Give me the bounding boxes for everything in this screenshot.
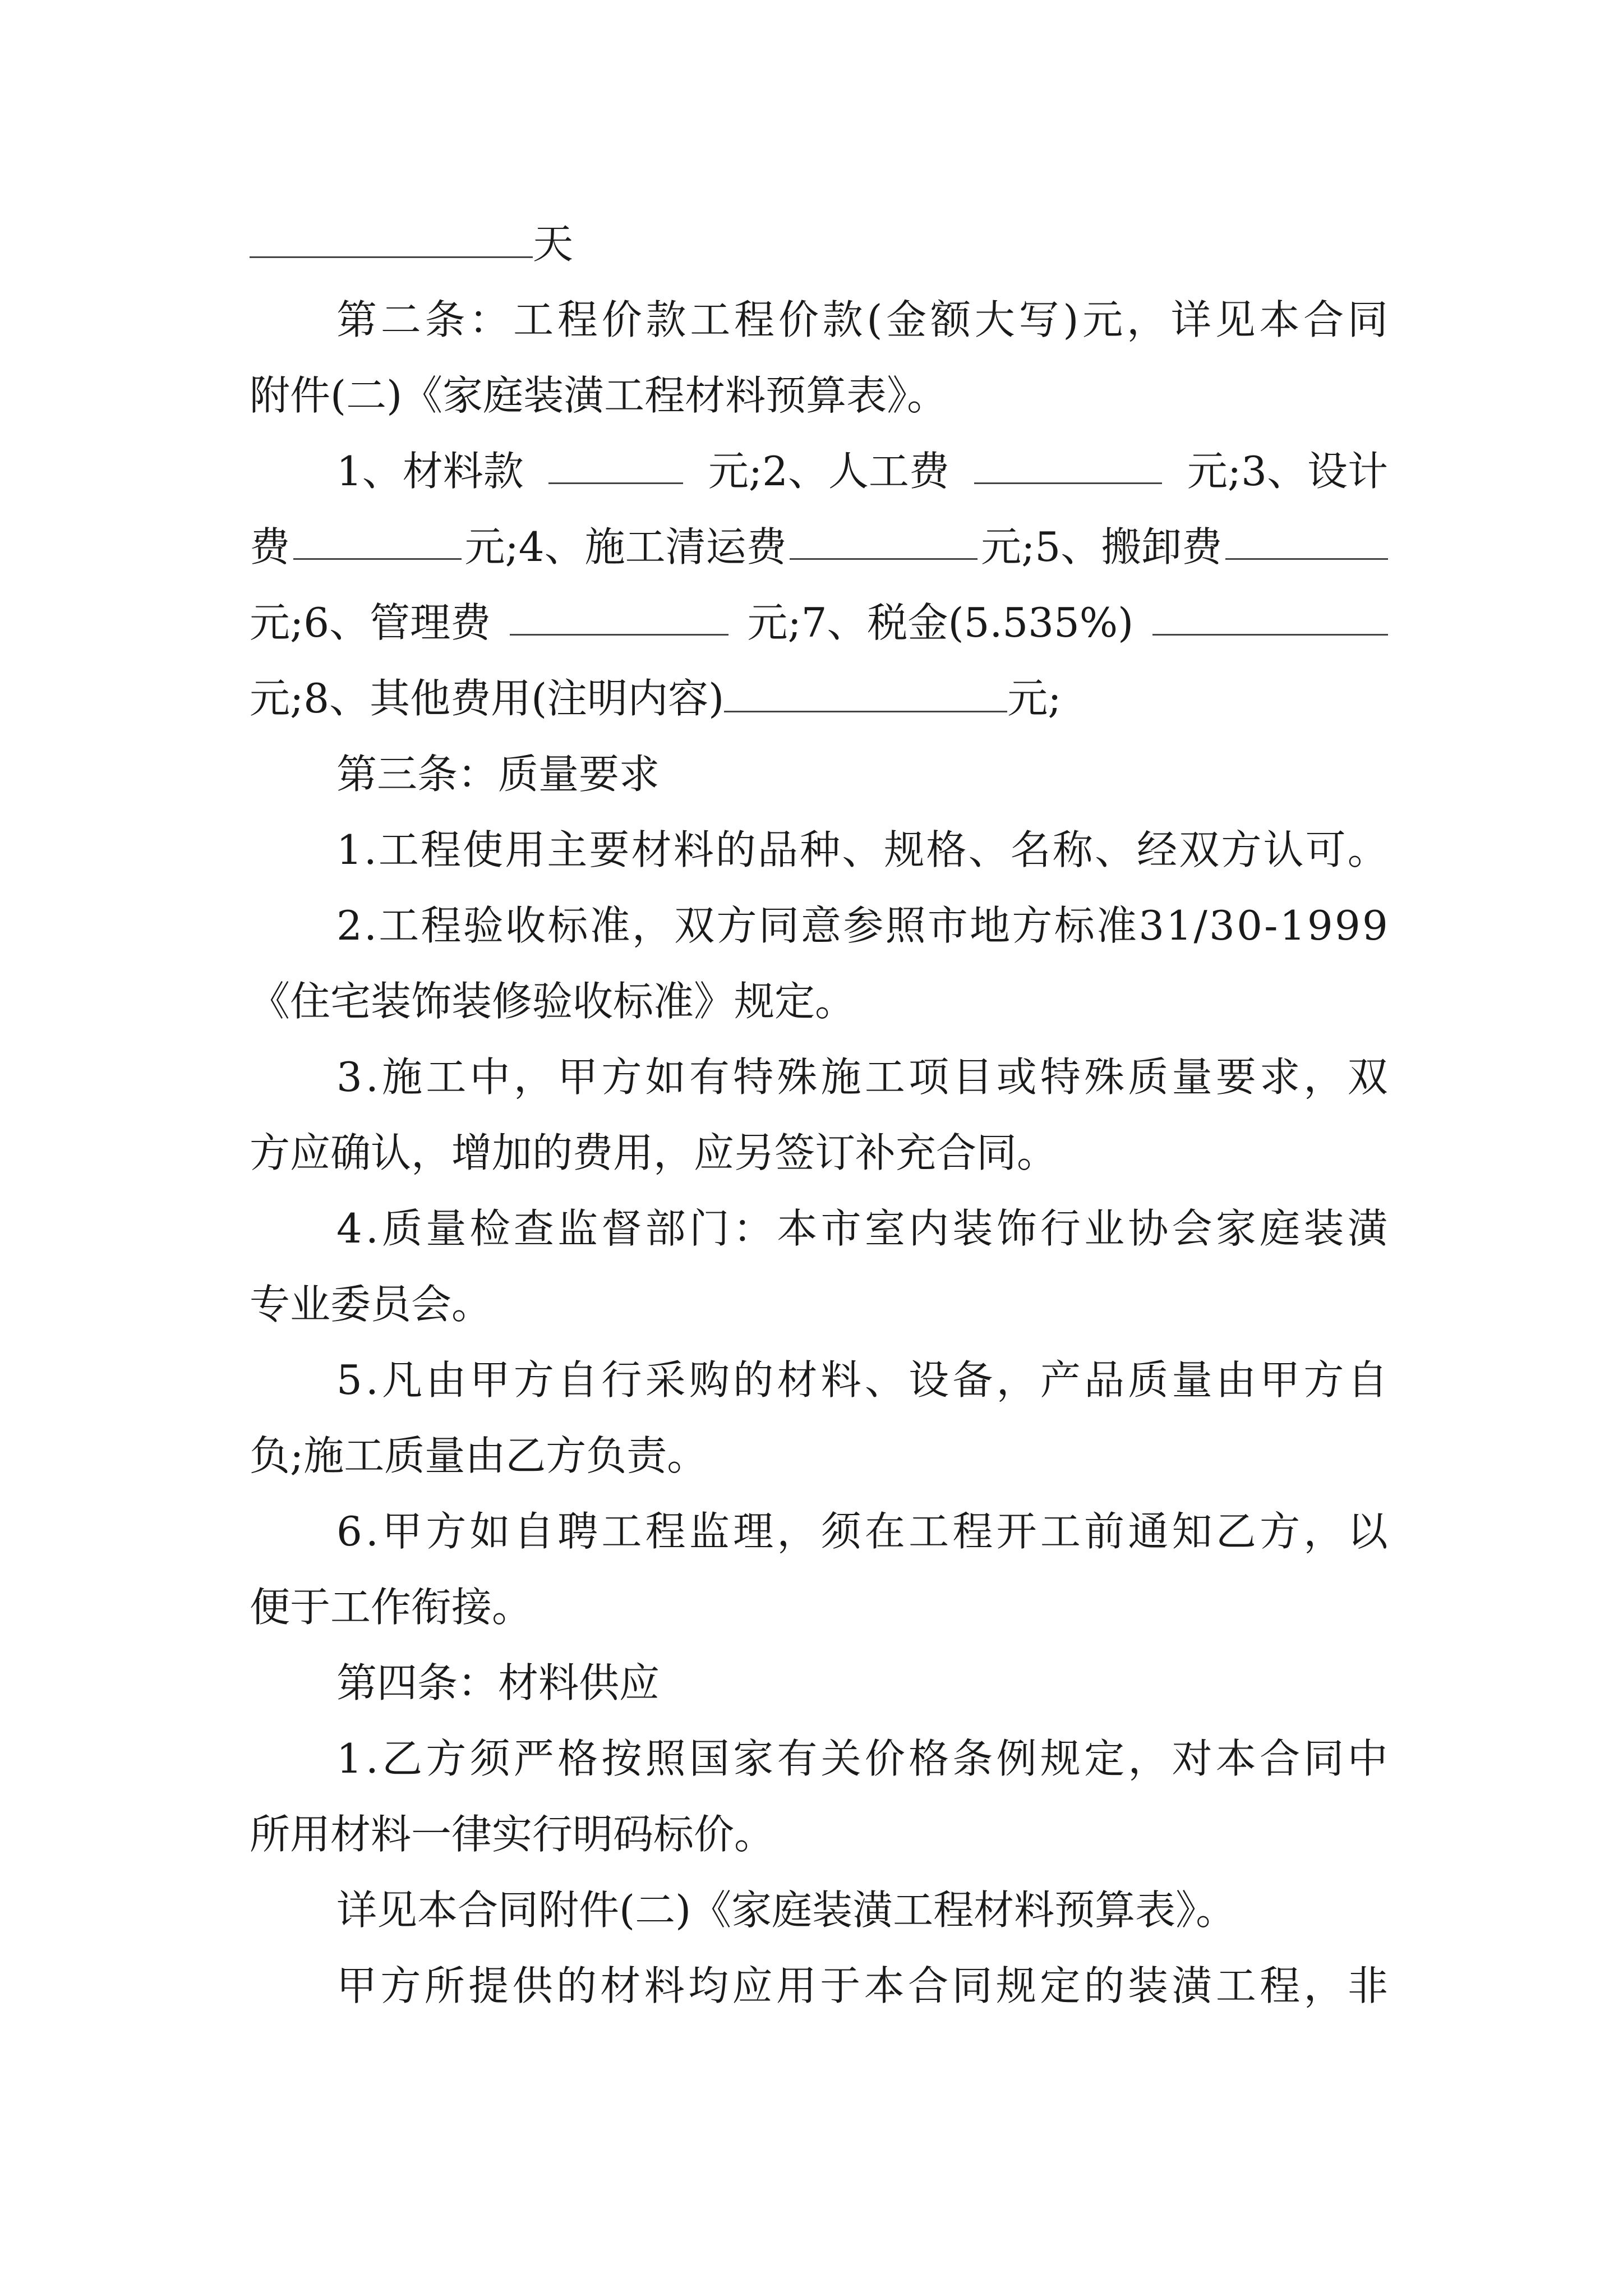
fill-blank-handling[interactable] <box>1225 519 1388 560</box>
fee-line-1: 1、材料款 元;2、人工费 元;3、设计 <box>336 443 1388 499</box>
article-4-materials: 甲 方 所 提 供 的 材 料 均 应 用 于 本 合 同 规 定 的 装 潢 工 程 ， 非 <box>336 1962 1388 2009</box>
article-4-item-1: 1 . 乙 方 须 严 格 按 照 国 家 有 关 价 格 条 例 规 定 ， 对 本 合 同 中 <box>336 1735 1388 1782</box>
text-line-days: 天 <box>250 216 1388 272</box>
article-3-item-2-cont: 《住宅装饰装修验收标准》规定。 <box>250 978 856 1025</box>
fill-blank-other[interactable] <box>724 671 1007 712</box>
fee-line-3: 元;6、管理费 元;7、税金(5.535%) <box>250 595 1388 651</box>
article-3-item-1: 1 . 工 程 使 用 主 要 材 料 的 品 种 、 规 格 、 名 称 、 经 双 方 认 可 。 <box>336 826 1388 873</box>
article-2-text: 附件(二)《家庭装潢工程材料预算表》。 <box>250 372 948 419</box>
article-3-item-4: 4 . 质 量 检 查 监 督 部 门 ： 本 市 室 内 装 饰 行 业 协 会 家 庭 装 潢 <box>336 1205 1388 1252</box>
fee-line-4: 元;8、其他费用(注明内容) 元; <box>250 670 1388 726</box>
fill-blank-cleanup[interactable] <box>790 519 978 560</box>
article-3-item-2: 2 . 工 程 验 收 标 准 ， 双 方 同 意 参 照 市 地 方 标 准 3 1 / 3 0 - 1 9 9 9 <box>336 902 1388 949</box>
fill-blank[interactable] <box>250 217 533 258</box>
article-4-heading: 第四条：材料供应 <box>336 1659 660 1706</box>
article-3-item-3: 3 . 施 工 中 ， 甲 方 如 有 特 殊 施 工 项 目 或 特 殊 质 量 要 求 ， 双 <box>336 1053 1388 1101</box>
article-4-item-1-cont: 所用材料一律实行明码标价。 <box>250 1811 775 1858</box>
article-3-item-5-cont: 负;施工质量由乙方负责。 <box>250 1432 708 1479</box>
article-3-item-3-cont: 方应确认，增加的费用，应另签订补充合同。 <box>250 1129 1058 1176</box>
article-3-item-4-cont: 专业委员会。 <box>250 1281 492 1328</box>
fee-line-2: 费 元;4、施工清运费 元;5、搬卸费 <box>250 519 1388 575</box>
fill-blank-material[interactable] <box>548 443 683 484</box>
fill-blank-tax[interactable] <box>1152 595 1388 636</box>
article-2-heading: 第 二 条 ： 工 程 价 款 工 程 价 款 ( 金 额 大 写 ) 元 ， 详 见 本 合 同 <box>336 296 1388 343</box>
article-3-item-6-cont: 便于工作衔接。 <box>250 1584 533 1631</box>
article-3-item-5: 5 . 凡 由 甲 方 自 行 采 购 的 材 料 、 设 备 ， 产 品 质 量 由 甲 方 自 <box>336 1356 1388 1404</box>
fill-blank-management[interactable] <box>510 595 728 636</box>
article-3-heading: 第三条：质量要求 <box>336 751 660 798</box>
article-4-reference: 详见本合同附件(二)《家庭装潢工程材料预算表》。 <box>336 1887 1237 1934</box>
fill-blank-design[interactable] <box>293 519 462 560</box>
article-3-item-6: 6 . 甲 方 如 自 聘 工 程 监 理 ， 须 在 工 程 开 工 前 通 知 乙 方 ， 以 <box>336 1508 1388 1555</box>
fill-blank-labor[interactable] <box>974 443 1162 484</box>
